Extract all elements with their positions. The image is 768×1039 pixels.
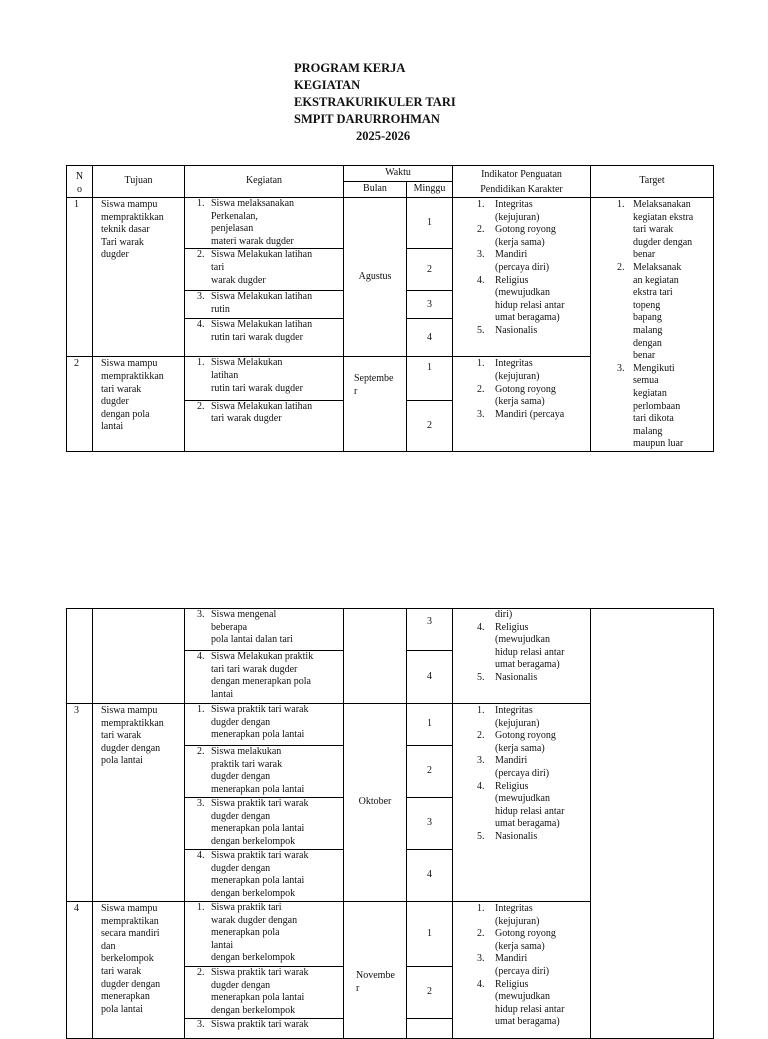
indikator-item: 5. Nasionalis [477, 830, 538, 842]
indikator-item: 5. Nasionalis [477, 324, 538, 336]
minggu-cell: 2 [407, 400, 453, 451]
target-item: 3. Mengikuti semua kegiatan perlombaan tari dikota malang maupun luar [617, 362, 684, 450]
header-bulan: Bulan [344, 182, 407, 198]
kegiatan-item [185, 651, 344, 704]
title-line: EKSTRAKURIKULER TARI [294, 95, 456, 109]
kegiatan-text: Siswa melaksanakan Perkenalan, penjelasan materi warak dugder [211, 198, 295, 247]
kegiatan-item [185, 902, 344, 967]
target-list [591, 199, 713, 451]
header-kegiatan: Kegiatan [185, 166, 344, 198]
indikator-item: 2. Gotong royong (kerja sama) [477, 383, 556, 408]
row-tujuan: Siswa mampu mempraktikan secara mandiri dan berkelompok tari warak dugder dengan menerapkan pola lantai [93, 902, 185, 1039]
indikator-item: 4. Religius (mewujudkan hidup relasi antar umat beragama) [477, 621, 565, 671]
indikator-item: 2. Gotong royong (kerja sama) [477, 224, 556, 248]
indikator-continued-text: diri) [495, 609, 513, 620]
kegiatan-item [185, 746, 344, 798]
kegiatan-item [185, 609, 344, 651]
title-year: 2025-2026 [356, 129, 411, 143]
kegiatan-item [185, 291, 344, 319]
header-tujuan: Tujuan [93, 166, 185, 198]
header-minggu: Minggu [407, 182, 453, 198]
row-no: 1 [67, 198, 93, 357]
target-item: 2. Melaksanak an kegiatan ekstra tari topeng bapang malang dengan benar [617, 261, 682, 362]
kegiatan-number: 2. [197, 249, 205, 261]
minggu-cell: 2 [407, 249, 453, 291]
row-indikator [453, 704, 591, 902]
kegiatan-text: Siswa Melakukan latihan tari warak dugder [211, 400, 313, 425]
row-bulan: Agustus [344, 198, 407, 357]
kegiatan-text: Siswa praktik tari warak dugder dengan menerapkan pola lantai dengan berkelompok [211, 902, 298, 964]
row-no-continued [67, 609, 93, 704]
indikator-item: 3. Mandiri (percaya diri) [477, 953, 550, 977]
kegiatan-number: 3. [197, 1019, 205, 1030]
row-bulan: Septembe r [344, 357, 407, 452]
minggu-cell: 4 [407, 319, 453, 357]
kegiatan-text: Siswa praktik tari warak [211, 1019, 309, 1030]
kegiatan-number: 1. [197, 357, 205, 369]
kegiatan-item [185, 249, 344, 291]
kegiatan-text: Siswa praktik tari warak dugder dengan menerapkan pola lantai [211, 704, 309, 741]
kegiatan-text: Siswa Melakukan latihan tari warak dugder [211, 249, 313, 286]
kegiatan-number: 3. [197, 798, 205, 809]
target-item: 1. Melaksanakan kegiatan ekstra tari warak dugder dengan benar [617, 199, 694, 261]
kegiatan-item [185, 400, 344, 451]
program-table-page-1 [66, 165, 714, 452]
minggu-cell: 4 [407, 850, 453, 902]
header-no: N o [67, 166, 93, 198]
indikator-list [453, 358, 590, 421]
kegiatan-item [185, 357, 344, 401]
kegiatan-text: Siswa Melakukan latihan rutin tari warak dugder [211, 319, 313, 343]
indikator-item: 4. Religius (mewujudkan hidup relasi antar umat beragama) [477, 978, 565, 1028]
kegiatan-number: 4. [197, 319, 205, 331]
kegiatan-number: 1. [197, 704, 205, 715]
row-tujuan-continued [93, 609, 185, 704]
kegiatan-text: Siswa Melakukan latihan rutin [211, 291, 313, 315]
indikator-item: 1. Integritas (kejujuran) [477, 358, 540, 382]
minggu-cell: 3 [407, 291, 453, 319]
kegiatan-text: Siswa mengenal beberapa pola lantai dalan tari [211, 609, 293, 646]
kegiatan-item [185, 1019, 344, 1039]
indikator-item: 2. Gotong royong (kerja sama) [477, 730, 556, 754]
title-line: PROGRAM KERJA [294, 61, 406, 75]
kegiatan-number: 3. [197, 291, 205, 303]
row-no: 3 [67, 704, 93, 902]
header-indikator: Indikator Penguatan Pendidikan Karakter [453, 166, 591, 198]
kegiatan-item [185, 967, 344, 1019]
program-table-page-2 [66, 608, 714, 1039]
kegiatan-text: Siswa Melakukan praktik tari tari warak dugder dengan menerapkan pola lantai [211, 651, 314, 700]
kegiatan-number: 2. [197, 746, 205, 757]
row-bulan: Oktober [344, 704, 407, 902]
minggu-cell: 1 [407, 357, 453, 401]
title-line: SMPIT DARURROHMAN [294, 112, 440, 126]
row-tujuan: Siswa mampu mempraktikkan teknik dasar Tari warak dugder [93, 198, 185, 357]
page-title [294, 60, 456, 145]
indikator-item: 4. Religius (mewujudkan hidup relasi antar umat beragama) [477, 780, 565, 830]
row-tujuan: Siswa mampu mempraktikkan tari warak dugder dengan pola lantai [93, 704, 185, 902]
minggu-cell: 4 [407, 651, 453, 704]
indikator-item: 1. Integritas (kejujuran) [477, 705, 540, 729]
kegiatan-text: Siswa praktik tari warak dugder dengan menerapkan pola lantai dengan berkelompok [211, 967, 309, 1016]
title-line: KEGIATAN [294, 78, 361, 92]
indikator-item: 1. Integritas (kejujuran) [477, 903, 540, 927]
target-cell [591, 198, 714, 452]
kegiatan-number: 1. [197, 902, 205, 913]
indikator-list [453, 705, 590, 844]
kegiatan-item [185, 198, 344, 249]
minggu-cell: 3 [407, 609, 453, 651]
row-bulan: Novembe r [344, 902, 407, 1039]
indikator-item: 3. Mandiri (percaya diri) [477, 249, 550, 273]
kegiatan-item [185, 798, 344, 850]
kegiatan-text: Siswa praktik tari warak dugder dengan menerapkan pola lantai dengan berkelompok [211, 798, 309, 847]
kegiatan-item [185, 319, 344, 357]
kegiatan-number: 1. [197, 198, 205, 209]
kegiatan-number: 2. [197, 967, 205, 978]
indikator-list [453, 622, 590, 685]
row-indikator-continued [453, 609, 591, 704]
indikator-item: 1. Integritas (kejujuran) [477, 199, 540, 223]
kegiatan-number: 4. [197, 651, 205, 662]
minggu-cell [407, 1019, 453, 1039]
kegiatan-number: 4. [197, 850, 205, 861]
kegiatan-text: Siswa melakukan praktik tari warak dugder dengan menerapkan pola lantai [211, 746, 305, 795]
indikator-item: 2. Gotong royong (kerja sama) [477, 928, 556, 952]
minggu-cell: 2 [407, 746, 453, 798]
kegiatan-text: Siswa Melakukan latihan rutin tari warak dugder [211, 357, 303, 394]
row-bulan-continued [344, 609, 407, 704]
indikator-item: 4. Religius (mewujudkan hidup relasi antar umat beragama) [477, 274, 565, 324]
kegiatan-item [185, 850, 344, 902]
minggu-cell: 1 [407, 198, 453, 249]
header-target: Target [591, 166, 714, 198]
minggu-cell: 2 [407, 967, 453, 1019]
kegiatan-item [185, 704, 344, 746]
minggu-cell: 1 [407, 704, 453, 746]
indikator-item: 3. Mandiri (percaya [477, 408, 565, 420]
row-indikator [453, 902, 591, 1039]
minggu-cell: 3 [407, 798, 453, 850]
kegiatan-text: Siswa praktik tari warak dugder dengan menerapkan pola lantai dengan berkelompok [211, 850, 309, 899]
target-cell-continued [591, 609, 714, 1039]
kegiatan-number: 2. [197, 400, 205, 412]
row-no: 2 [67, 357, 93, 452]
row-tujuan: Siswa mampu mempraktikkan tari warak dugder dengan pola lantai [93, 357, 185, 452]
indikator-list [453, 199, 590, 338]
row-indikator [453, 357, 591, 452]
indikator-list [453, 903, 590, 1029]
kegiatan-number: 3. [197, 609, 205, 620]
row-no: 4 [67, 902, 93, 1039]
header-waktu: Waktu [344, 166, 453, 182]
row-indikator [453, 198, 591, 357]
indikator-item: 3. Mandiri (percaya diri) [477, 755, 550, 779]
minggu-cell: 1 [407, 902, 453, 967]
indikator-item: 5. Nasionalis [477, 671, 538, 683]
